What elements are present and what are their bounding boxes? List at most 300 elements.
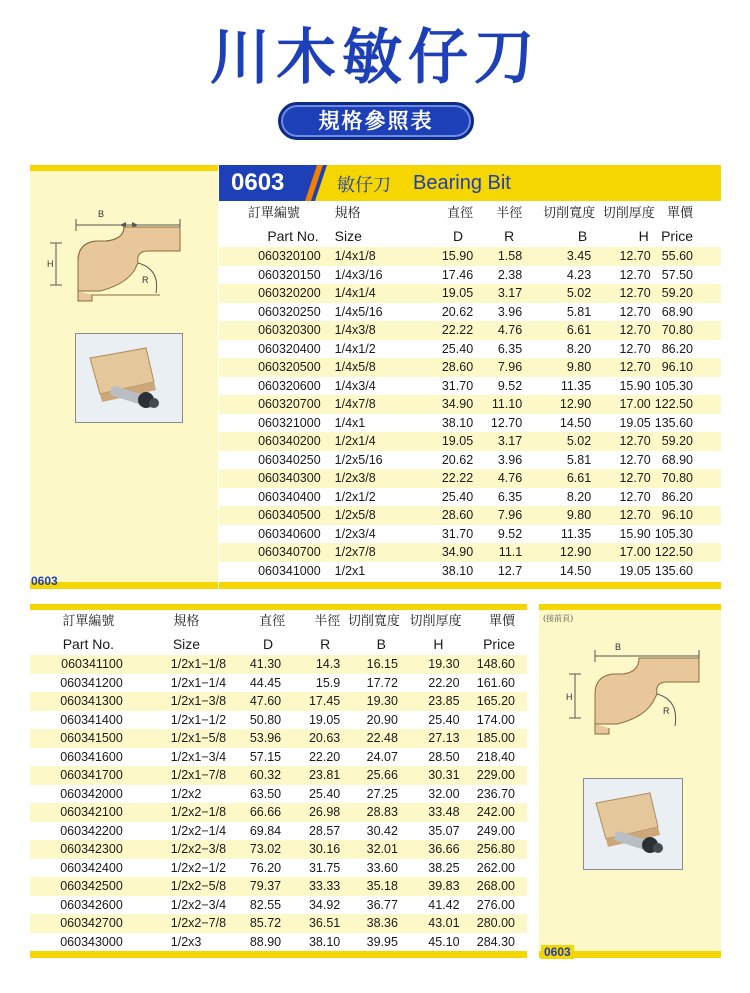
table-cell: 5.81: [566, 452, 592, 467]
label-r: R: [142, 275, 149, 285]
table-row: [30, 896, 527, 915]
col-header: D: [263, 635, 274, 652]
table-cell: 1/2x1−7/8: [147, 766, 226, 785]
table-cell: 060341100: [30, 655, 147, 674]
col-header: 直徑: [447, 205, 474, 221]
table-row: [219, 321, 721, 340]
table-cell: 15.90: [405, 247, 475, 266]
table-cell: 161.60: [476, 675, 515, 690]
table-cell: 280.00: [462, 914, 527, 933]
table-cell: 25.40: [441, 489, 474, 504]
table-cell: 32.01: [340, 840, 400, 859]
table-cell: 47.60: [226, 692, 287, 711]
table-cell: 14.50: [559, 563, 592, 578]
profile-diagram: [539, 638, 721, 748]
table-cell: 38.25: [428, 860, 460, 875]
table-cell: 6.35: [497, 341, 523, 356]
col-header: 訂單編號: [62, 613, 115, 629]
table-cell: 20.63: [287, 729, 340, 748]
table-cell: 060320300: [219, 321, 329, 340]
table-cell: 19.05: [405, 284, 475, 303]
table-cell: 68.90: [661, 452, 693, 467]
table-cell: 1/2x3: [170, 934, 202, 949]
table-cell: 55.60: [655, 247, 721, 266]
table-cell: 242.00: [462, 803, 527, 822]
table-cell: 165.20: [462, 692, 527, 711]
table-cell: 1/4x3/16: [334, 267, 383, 282]
table-cell: 43.01: [400, 914, 462, 933]
bottom-illustration-panel: [539, 604, 721, 958]
col-header: R: [320, 635, 331, 652]
col-header: 單價: [666, 205, 693, 221]
table-row: [30, 785, 527, 804]
table-cell: 122.50: [655, 395, 721, 414]
header-name-en: Bearing Bit: [413, 172, 511, 194]
table-cell: 11.10: [475, 395, 526, 414]
col-header: 切削寬度: [347, 613, 400, 629]
col-header: 半徑: [314, 613, 341, 629]
table-cell: 1/2x2−3/4: [170, 897, 227, 912]
header-row-en: [219, 225, 721, 247]
table-cell: 9.52: [497, 526, 523, 541]
table-cell: 12.90: [526, 395, 595, 414]
table-cell: 28.57: [308, 823, 341, 838]
table-cell: 22.48: [340, 729, 400, 748]
table-cell: 22.20: [308, 749, 341, 764]
table-cell: 12.70: [595, 284, 655, 303]
header-code: 0603: [219, 165, 309, 201]
table-cell: 15.90: [619, 378, 651, 393]
table-cell: 1/2x1/4: [329, 432, 406, 451]
table-row: [30, 655, 527, 674]
table-cell: 26.98: [287, 803, 340, 822]
table-cell: 060341200: [60, 675, 123, 690]
table-cell: 060342400: [60, 860, 123, 875]
table-cell: 12.70: [619, 489, 651, 504]
table-cell: 1/2x3/8: [329, 469, 406, 488]
table-cell: 1/2x5/16: [334, 452, 383, 467]
table-cell: 249.00: [476, 823, 515, 838]
col-header: R: [504, 227, 515, 244]
table-cell: 14.3: [287, 655, 340, 674]
table-cell: 105.30: [654, 378, 693, 393]
table-cell: 060320700: [219, 395, 329, 414]
table-cell: 27.13: [400, 729, 462, 748]
table-cell: 12.70: [595, 469, 655, 488]
table-cell: 66.66: [226, 803, 287, 822]
section-code-label: 0603: [31, 574, 58, 588]
col-header: Part No.: [267, 227, 319, 244]
table-cell: 12.70: [619, 267, 651, 282]
table-cell: 060340700: [219, 543, 329, 562]
table-cell: 73.02: [226, 840, 287, 859]
top-table-body: [219, 203, 721, 580]
table-cell: 1/2x1−3/4: [170, 749, 227, 764]
table-cell: 229.00: [462, 766, 527, 785]
top-spec-table: [219, 203, 721, 580]
table-cell: 1/4x3/4: [334, 378, 376, 393]
table-cell: 25.66: [340, 766, 400, 785]
label-h: H: [566, 692, 573, 702]
table-cell: 8.20: [566, 341, 592, 356]
table-cell: 44.45: [249, 675, 282, 690]
col-header: 切削寬度: [543, 205, 596, 221]
table-cell: 1/2x3/4: [334, 526, 376, 541]
table-cell: 16.15: [340, 655, 400, 674]
table-cell: 96.10: [655, 506, 721, 525]
table-cell: 17.00: [595, 395, 655, 414]
table-cell: 060342600: [60, 897, 123, 912]
table-cell: 060342100: [30, 803, 147, 822]
table-cell: 19.05: [405, 432, 475, 451]
table-cell: 060320100: [219, 247, 329, 266]
table-cell: 1/2x2−1/8: [147, 803, 226, 822]
table-cell: 6.61: [526, 321, 595, 340]
table-cell: 28.83: [340, 803, 400, 822]
table-cell: 39.83: [400, 877, 462, 896]
table-row: [30, 877, 527, 896]
table-cell: 060340500: [219, 506, 329, 525]
col-header: 直徑: [259, 613, 286, 629]
col-header: D: [453, 227, 464, 244]
table-cell: 262.00: [476, 860, 515, 875]
table-cell: 060320500: [219, 358, 329, 377]
table-cell: 86.20: [661, 341, 693, 356]
table-cell: 20.62: [441, 452, 474, 467]
header-row-en: [30, 633, 527, 655]
table-cell: 3.96: [497, 452, 523, 467]
col-header: Size: [334, 227, 362, 244]
table-cell: 1/4x3/8: [329, 321, 406, 340]
table-cell: 23.85: [400, 692, 462, 711]
table-cell: 060340250: [258, 452, 321, 467]
table-row: [30, 933, 527, 952]
table-cell: 34.90: [405, 543, 475, 562]
table-cell: 24.07: [366, 749, 398, 764]
table-cell: 38.10: [441, 415, 474, 430]
table-cell: 9.80: [526, 506, 595, 525]
table-cell: 1.58: [475, 247, 526, 266]
table-cell: 36.51: [287, 914, 340, 933]
table-cell: 27.25: [366, 786, 398, 801]
table-cell: 060341300: [30, 692, 147, 711]
table-cell: 35.18: [340, 877, 400, 896]
table-cell: 12.70: [595, 321, 655, 340]
router-bit-illustration: [584, 779, 682, 869]
table-cell: 36.77: [366, 897, 398, 912]
table-cell: 5.02: [526, 432, 595, 451]
table-cell: 9.80: [526, 358, 595, 377]
table-cell: 63.50: [249, 786, 282, 801]
table-cell: 1/2x1−1/8: [147, 655, 226, 674]
table-cell: 38.36: [340, 914, 400, 933]
table-cell: 31.75: [308, 860, 341, 875]
table-cell: 28.60: [405, 506, 475, 525]
table-row: [30, 914, 527, 933]
bottom-spec-table: [30, 611, 527, 951]
section-code-label: 0603: [541, 945, 574, 959]
table-cell: 3.17: [475, 284, 526, 303]
table-cell: 060321000: [258, 415, 321, 430]
router-bit-illustration: [76, 334, 182, 422]
table-cell: 57.15: [249, 749, 282, 764]
table-cell: 174.00: [476, 712, 515, 727]
table-cell: 11.35: [560, 526, 592, 541]
table-cell: 17.00: [595, 543, 655, 562]
table-cell: 31.70: [441, 378, 474, 393]
table-cell: 17.72: [366, 675, 398, 690]
product-photo: [583, 778, 683, 870]
table-cell: 17.46: [441, 267, 474, 282]
table-cell: 1/2x1: [334, 563, 366, 578]
table-cell: 060320150: [258, 267, 321, 282]
table-cell: 12.70: [595, 432, 655, 451]
table-cell: 25.40: [428, 712, 460, 727]
table-cell: 9.52: [497, 378, 523, 393]
table-cell: 1/4x1/8: [329, 247, 406, 266]
col-header: H: [433, 635, 444, 652]
table-cell: 1/2x2−3/8: [147, 840, 226, 859]
col-header: Size: [172, 635, 201, 652]
table-cell: 1/4x5/8: [329, 358, 406, 377]
table-cell: 060342500: [30, 877, 147, 896]
table-row: [30, 766, 527, 785]
table-cell: 69.84: [249, 823, 282, 838]
table-cell: 122.50: [655, 543, 721, 562]
table-cell: 32.00: [428, 786, 460, 801]
bottom-table-body: [30, 611, 527, 951]
table-cell: 30.16: [287, 840, 340, 859]
table-row: [219, 525, 721, 544]
profile-diagram: [30, 199, 218, 329]
table-cell: 060320400: [258, 341, 321, 356]
table-cell: 17.45: [287, 692, 340, 711]
col-header: Price: [661, 227, 693, 244]
table-cell: 1/2x2−1/4: [170, 823, 227, 838]
col-header: 規格: [334, 205, 361, 221]
table-cell: 4.76: [475, 469, 526, 488]
table-cell: 59.20: [655, 284, 721, 303]
table-cell: 1/2x7/8: [329, 543, 406, 562]
label-b: B: [98, 209, 105, 219]
label-h: H: [47, 259, 54, 269]
table-cell: 38.10: [441, 563, 474, 578]
table-row: [219, 340, 721, 359]
table-cell: 41.42: [428, 897, 460, 912]
table-cell: 060341500: [30, 729, 147, 748]
col-header: 切削厚度: [602, 205, 655, 221]
col-header: 半徑: [496, 205, 523, 221]
table-row: [30, 803, 527, 822]
table-cell: 060340600: [258, 526, 321, 541]
table-cell: 33.60: [366, 860, 398, 875]
col-header: 切削厚度: [409, 613, 462, 629]
col-header: 訂單編號: [247, 205, 300, 221]
col-header: Price: [483, 635, 515, 652]
table-cell: 15.90: [619, 526, 651, 541]
table-row: [219, 284, 721, 303]
header-row-cn: [30, 611, 527, 633]
table-cell: 060340300: [219, 469, 329, 488]
table-cell: 060340400: [258, 489, 321, 504]
table-cell: 060340200: [219, 432, 329, 451]
table-cell: 38.10: [308, 934, 341, 949]
table-cell: 25.40: [441, 341, 474, 356]
table-cell: 1/2x2−1/2: [170, 860, 227, 875]
table-cell: 12.7: [497, 563, 523, 578]
table-row: [30, 859, 527, 878]
table-cell: 60.32: [226, 766, 287, 785]
table-cell: 25.40: [308, 786, 341, 801]
table-cell: 82.55: [249, 897, 282, 912]
table-cell: 19.05: [308, 712, 341, 727]
table-cell: 268.00: [462, 877, 527, 896]
table-row: [219, 432, 721, 451]
table-cell: 19.05: [619, 415, 651, 430]
table-row: [219, 488, 721, 507]
table-cell: 28.60: [405, 358, 475, 377]
table-cell: 060320250: [258, 304, 321, 319]
table-row: [219, 303, 721, 322]
table-cell: 12.90: [526, 543, 595, 562]
table-cell: 36.66: [400, 840, 462, 859]
label-r: R: [663, 706, 670, 716]
table-cell: 12.70: [490, 415, 523, 430]
table-cell: 1/2x2: [170, 786, 202, 801]
table-cell: 060320600: [258, 378, 321, 393]
label-b: B: [615, 642, 622, 652]
table-cell: 236.70: [476, 786, 515, 801]
table-cell: 1/4x1: [334, 415, 366, 430]
table-row: [219, 358, 721, 377]
table-cell: 12.70: [619, 341, 651, 356]
top-illustration-panel: [30, 165, 218, 589]
col-header: H: [638, 227, 649, 244]
table-cell: 86.20: [661, 489, 693, 504]
bottom-top-rule: [30, 604, 527, 610]
bottom-bottom-rule: [30, 951, 527, 958]
table-cell: 20.90: [366, 712, 398, 727]
table-cell: 8.20: [566, 489, 592, 504]
table-cell: 33.33: [287, 877, 340, 896]
table-cell: 22.20: [428, 675, 460, 690]
table-cell: 23.81: [287, 766, 340, 785]
table-cell: 1/2x2−7/8: [147, 914, 226, 933]
table-cell: 284.30: [476, 934, 515, 949]
table-cell: 7.96: [475, 358, 526, 377]
product-photo: [75, 333, 183, 423]
table-cell: 5.02: [526, 284, 595, 303]
table-cell: 4.76: [475, 321, 526, 340]
table-cell: 45.10: [428, 934, 460, 949]
col-header: 規格: [173, 613, 200, 629]
table-cell: 135.60: [654, 415, 693, 430]
table-cell: 060320200: [219, 284, 329, 303]
table-cell: 1/2x1−3/8: [147, 692, 226, 711]
table-cell: 060342700: [30, 914, 147, 933]
table-cell: 12.70: [595, 247, 655, 266]
table-cell: 6.61: [526, 469, 595, 488]
table-cell: 76.20: [249, 860, 282, 875]
table-row: [30, 674, 527, 693]
subtitle-badge: 規格參照表: [278, 102, 474, 140]
table-cell: 79.37: [226, 877, 287, 896]
table-cell: 88.90: [249, 934, 282, 949]
table-cell: 1/2x1/2: [334, 489, 376, 504]
table-cell: 28.50: [428, 749, 460, 764]
table-cell: 105.30: [654, 526, 693, 541]
table-row: [30, 822, 527, 841]
table-cell: 7.96: [475, 506, 526, 525]
table-cell: 060342300: [30, 840, 147, 859]
table-cell: 1/2x1−1/4: [170, 675, 227, 690]
table-cell: 185.00: [462, 729, 527, 748]
table-cell: 12.70: [595, 506, 655, 525]
table-cell: 20.62: [441, 304, 474, 319]
table-row: [219, 266, 721, 285]
table-cell: 19.05: [619, 563, 651, 578]
table-cell: 14.50: [559, 415, 592, 430]
header-row-cn: [219, 203, 721, 225]
col-header: Part No.: [62, 635, 115, 652]
table-cell: 1/4x7/8: [329, 395, 406, 414]
table-cell: 34.92: [308, 897, 341, 912]
table-cell: 12.70: [595, 358, 655, 377]
table-cell: 15.9: [315, 675, 341, 690]
table-cell: 135.60: [654, 563, 693, 578]
table-cell: 39.95: [366, 934, 398, 949]
table-cell: 1/2x5/8: [329, 506, 406, 525]
table-row: [219, 562, 721, 581]
table-cell: 11.1: [475, 543, 526, 562]
table-cell: 218.40: [476, 749, 515, 764]
col-header: B: [577, 227, 588, 244]
table-cell: 060342200: [60, 823, 123, 838]
table-cell: 12.70: [619, 452, 651, 467]
table-cell: 3.96: [497, 304, 523, 319]
table-cell: 6.35: [497, 489, 523, 504]
panel-bottom-rule: [219, 582, 721, 589]
table-cell: 68.90: [661, 304, 693, 319]
table-cell: 2.38: [497, 267, 523, 282]
table-row: [30, 692, 527, 711]
table-cell: 31.70: [441, 526, 474, 541]
table-cell: 256.80: [462, 840, 527, 859]
table-cell: 11.35: [560, 378, 592, 393]
col-header: 單價: [488, 613, 515, 629]
table-row: [219, 395, 721, 414]
table-row: [219, 414, 721, 433]
table-row: [219, 543, 721, 562]
table-cell: 22.22: [405, 469, 475, 488]
table-row: [219, 506, 721, 525]
table-cell: 1/4x1/4: [329, 284, 406, 303]
table-cell: 1/2x1−5/8: [147, 729, 226, 748]
table-cell: 53.96: [226, 729, 287, 748]
table-cell: 060341700: [30, 766, 147, 785]
table-cell: 41.30: [226, 655, 287, 674]
col-header: B: [376, 635, 386, 652]
header-divider: [297, 165, 327, 201]
table-cell: 060342000: [60, 786, 123, 801]
table-row: [219, 469, 721, 488]
table-cell: 1/2x1−1/2: [170, 712, 227, 727]
table-row: [30, 729, 527, 748]
table-cell: 060341400: [60, 712, 123, 727]
table-cell: 5.81: [566, 304, 592, 319]
table-cell: 060341600: [60, 749, 123, 764]
table-cell: 33.48: [400, 803, 462, 822]
